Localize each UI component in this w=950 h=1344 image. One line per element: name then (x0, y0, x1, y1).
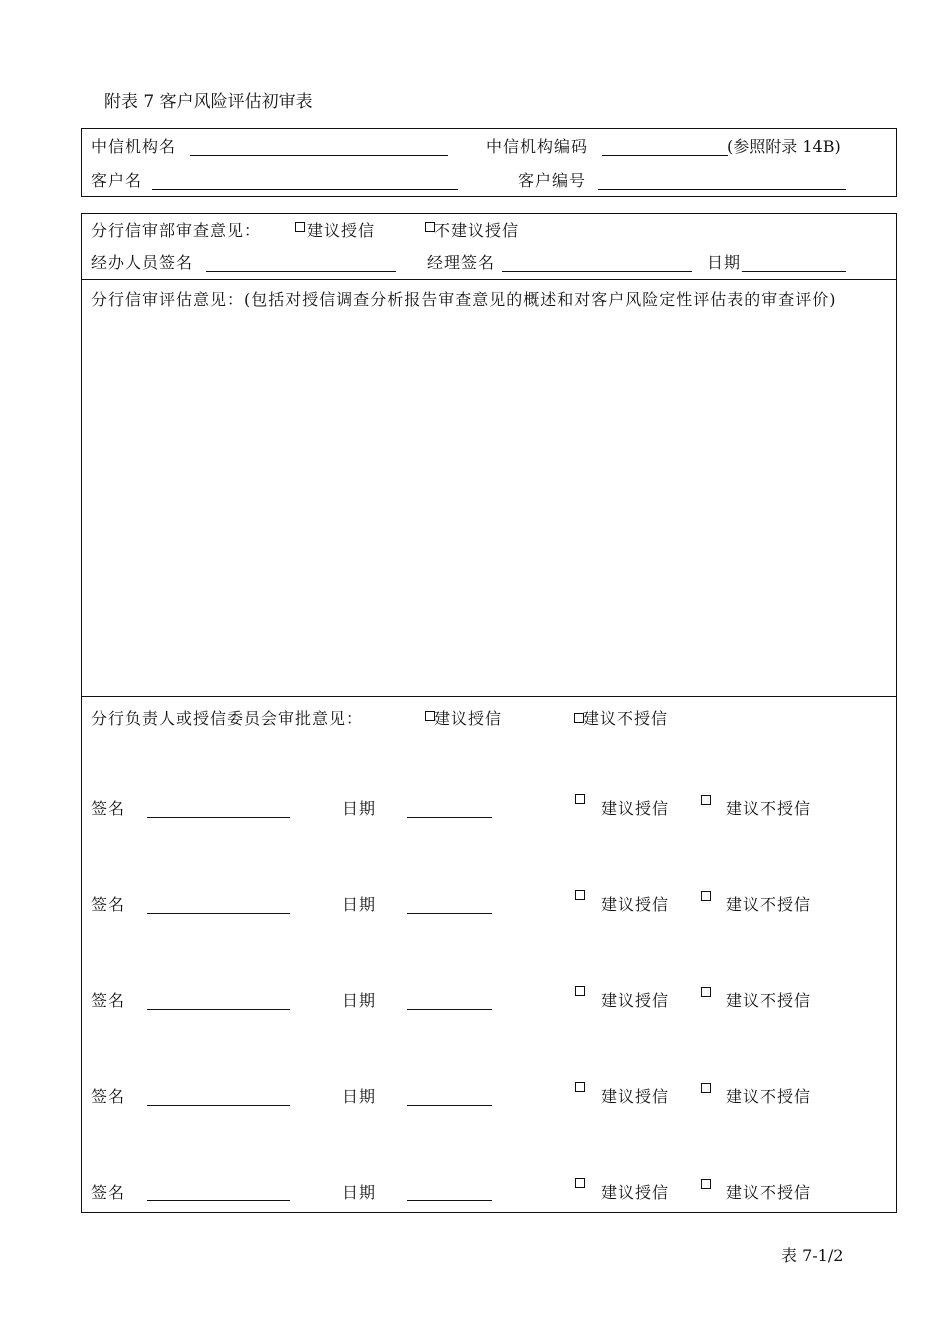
org-code-note: (参照附录 14B) (727, 137, 841, 156)
page-number: 表 7-1/2 (781, 1246, 844, 1265)
date-field[interactable] (407, 1105, 492, 1106)
approve-checkbox[interactable] (295, 222, 305, 232)
sign-field[interactable] (147, 1105, 290, 1106)
approve-checkbox[interactable] (575, 794, 585, 804)
sign-label: 签名 (91, 1087, 126, 1106)
approve-label: 建议授信 (601, 1183, 670, 1202)
reject-option-label: 不建议授信 (434, 221, 520, 240)
approve-checkbox[interactable] (575, 986, 585, 996)
reject-label: 建议不授信 (726, 991, 812, 1010)
manager-sign-field[interactable] (502, 271, 692, 272)
reject-checkbox[interactable] (701, 891, 711, 901)
review-date-label: 日期 (707, 253, 742, 272)
sign-label: 签名 (91, 895, 126, 914)
customer-code-field[interactable] (598, 189, 846, 190)
approval-label: 分行负责人或授信委员会审批意见： (91, 709, 364, 728)
divider (81, 279, 897, 280)
approve-checkbox[interactable] (575, 1178, 585, 1188)
assessment-label: 分行信审评估意见：(包括对授信调查分析报告审查意见的概述和对客户风险定性评估表的审查评价) (91, 290, 837, 309)
org-code-field[interactable] (602, 155, 728, 156)
reject-label: 建议不授信 (726, 799, 812, 818)
date-label: 日期 (342, 1087, 377, 1106)
sign-field[interactable] (147, 817, 290, 818)
reject-checkbox[interactable] (701, 1083, 711, 1093)
dept-review-label: 分行信审部审查意见： (91, 221, 262, 240)
handler-sign-field[interactable] (206, 271, 396, 272)
assessment-text-area[interactable] (91, 340, 887, 685)
approve-checkbox[interactable] (575, 890, 585, 900)
sign-label: 签名 (91, 1183, 126, 1202)
approval-approve-label: 建议授信 (434, 709, 503, 728)
reject-label: 建议不授信 (726, 1087, 812, 1106)
sign-label: 签名 (91, 991, 126, 1010)
date-field[interactable] (407, 1009, 492, 1010)
approve-option-label: 建议授信 (307, 221, 376, 240)
date-field[interactable] (407, 817, 492, 818)
sign-field[interactable] (147, 1009, 290, 1010)
approve-label: 建议授信 (601, 895, 670, 914)
reject-label: 建议不授信 (726, 1183, 812, 1202)
date-label: 日期 (342, 991, 377, 1010)
reject-label: 建议不授信 (726, 895, 812, 914)
customer-code-label: 客户编号 (518, 171, 587, 190)
org-name-label: 中信机构名 (91, 137, 177, 156)
reject-checkbox[interactable] (701, 1179, 711, 1189)
date-field[interactable] (407, 913, 492, 914)
date-label: 日期 (342, 895, 377, 914)
customer-name-field[interactable] (152, 189, 458, 190)
reject-checkbox[interactable] (701, 987, 711, 997)
divider (81, 696, 897, 697)
approve-label: 建议授信 (601, 1087, 670, 1106)
date-label: 日期 (342, 799, 377, 818)
org-code-label: 中信机构编码 (486, 137, 589, 156)
approve-label: 建议授信 (601, 799, 670, 818)
review-date-field[interactable] (742, 271, 846, 272)
date-label: 日期 (342, 1183, 377, 1202)
approve-label: 建议授信 (601, 991, 670, 1010)
page-title: 附表 7 客户风险评估初审表 (104, 92, 313, 112)
approval-reject-label: 建议不授信 (583, 709, 669, 728)
sign-label: 签名 (91, 799, 126, 818)
date-field[interactable] (407, 1200, 492, 1201)
sign-field[interactable] (147, 913, 290, 914)
org-name-field[interactable] (190, 155, 448, 156)
customer-name-label: 客户名 (91, 171, 143, 190)
reject-checkbox[interactable] (701, 795, 711, 805)
approve-checkbox[interactable] (575, 1082, 585, 1092)
handler-sign-label: 经办人员签名 (91, 253, 194, 272)
sign-field[interactable] (147, 1200, 290, 1201)
manager-sign-label: 经理签名 (427, 253, 496, 272)
